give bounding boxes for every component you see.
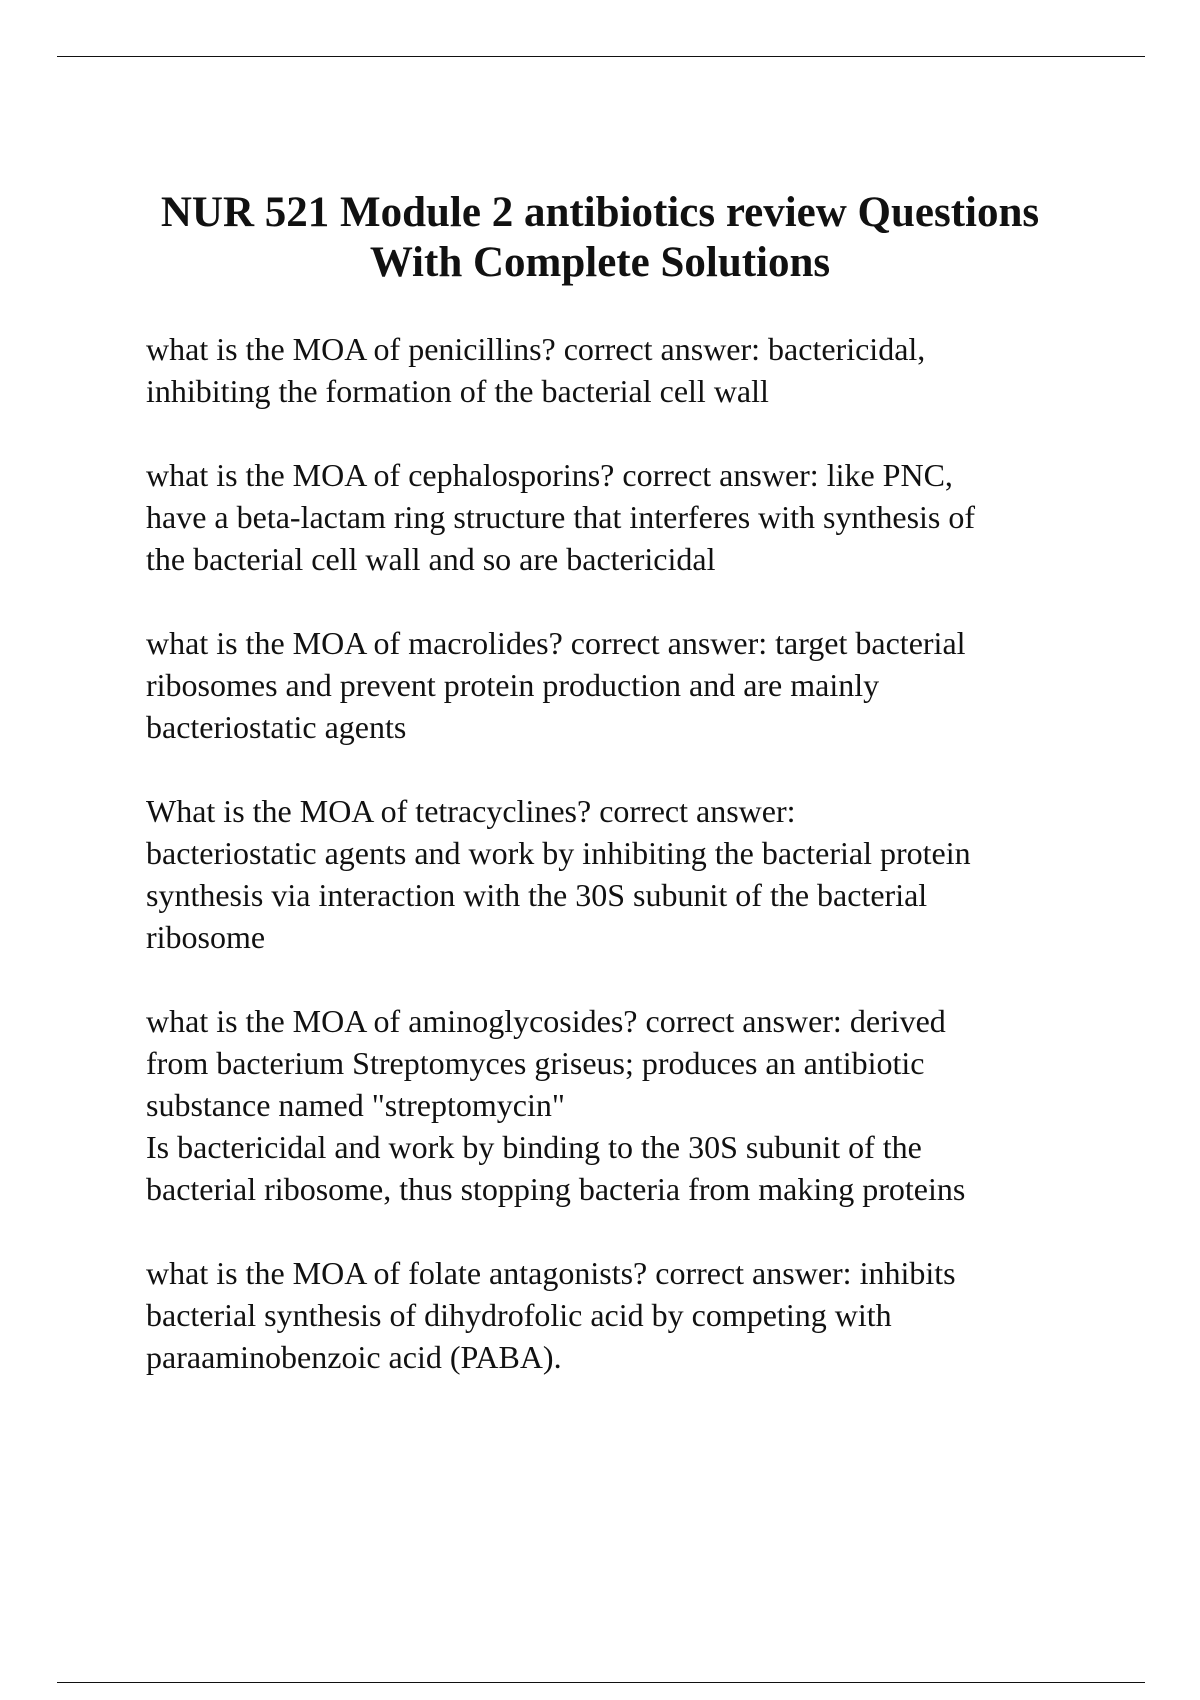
- qa-line: ribosomes and prevent protein production and are mainly: [146, 667, 880, 703]
- qa-line: what is the MOA of cephalosporins? correct answer: like PNC,: [146, 457, 953, 493]
- qa-line: what is the MOA of macrolides? correct answer: target bacterial: [146, 625, 966, 661]
- qa-line: synthesis via interaction with the 30S subunit of the bacterial: [146, 877, 928, 913]
- qa-line: What is the MOA of tetracyclines? correct answer:: [146, 793, 796, 829]
- qa-list: [146, 328, 1106, 1420]
- qa-line: bacteriostatic agents and work by inhibiting the bacterial protein: [146, 835, 971, 871]
- qa-line: have a beta-lactam ring structure that interferes with synthesis of: [146, 499, 976, 535]
- qa-line: ribosome: [146, 919, 266, 955]
- page-title-line: With Complete Solutions: [369, 239, 831, 286]
- qa-item-folate-antagonists: [146, 1252, 1106, 1378]
- qa-line: the bacterial cell wall and so are bactericidal: [146, 541, 716, 577]
- qa-line: bacteriostatic agents: [146, 709, 407, 745]
- qa-line: Is bactericidal and work by binding to the 30S subunit of the: [146, 1129, 922, 1165]
- qa-item-tetracyclines: [146, 790, 1106, 958]
- qa-line: substance named "streptomycin": [146, 1087, 565, 1123]
- qa-line: what is the MOA of folate antagonists? correct answer: inhibits: [146, 1255, 956, 1291]
- qa-line: what is the MOA of penicillins? correct answer: bactericidal,: [146, 331, 926, 367]
- page-title-line: NUR 521 Module 2 antibiotics review Questions: [160, 189, 1040, 236]
- footer-rule: [57, 1682, 1145, 1683]
- qa-line: inhibiting the formation of the bacterial cell wall: [146, 373, 769, 409]
- qa-item-aminoglycosides: [146, 1000, 1106, 1210]
- qa-item-penicillins: [146, 328, 1106, 412]
- qa-item-macrolides: [146, 622, 1106, 748]
- header-rule: [57, 56, 1145, 57]
- qa-line: what is the MOA of aminoglycosides? correct answer: derived: [146, 1003, 946, 1039]
- qa-item-cephalosporins: [146, 454, 1106, 580]
- qa-line: paraaminobenzoic acid (PABA).: [146, 1339, 562, 1375]
- qa-line: from bacterium Streptomyces griseus; produces an antibiotic: [146, 1045, 925, 1081]
- page-title: [120, 188, 1080, 288]
- qa-line: bacterial ribosome, thus stopping bacteria from making proteins: [146, 1171, 966, 1207]
- qa-line: bacterial synthesis of dihydrofolic acid by competing with: [146, 1297, 892, 1333]
